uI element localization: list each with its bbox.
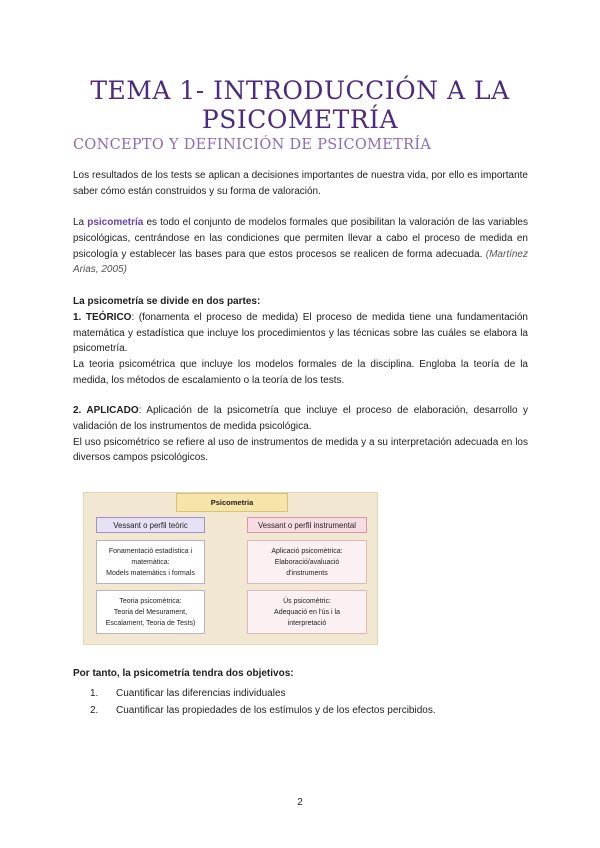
definition-text: es todo el conjunto de modelos formales que posibilitan la valoración de las variables psicológicas, centrándose en las condiciones que permiten llevar a cabo el proceso de medida en psicología y establecer las bases para que estos procesos se realicen de forma adecuada. xyxy=(73,217,528,260)
left-box2-line3: Escalament, Teoria de Tests) xyxy=(105,619,196,627)
left-box-statistical xyxy=(96,540,205,584)
left-box1-line1: Fonamentació estadística i xyxy=(108,547,193,555)
section-subtitle: CONCEPTO Y DEFINICIÓN DE PSICOMETRÍA xyxy=(73,137,432,153)
aplicado-label: 2. APLICADO xyxy=(73,405,139,416)
definition-paragraph xyxy=(73,215,528,278)
left-box2-line2: Teoria del Mesurament, xyxy=(113,608,188,616)
right-box-usage xyxy=(247,590,367,634)
right-box1-line1: Aplicació psicomètrica: xyxy=(271,547,343,555)
objectives-list xyxy=(90,686,436,720)
citation: (Martínez Arias, 2005) xyxy=(73,248,528,276)
left-box1-line2: matemàtica: xyxy=(131,558,170,566)
right-box1-line2: Elaboració/avaluació xyxy=(274,558,340,566)
list-item-number: 1. xyxy=(90,688,99,699)
teorico-label: 1. TEÓRICO xyxy=(73,311,132,323)
left-perspective-head: Vessant o perfil teòric xyxy=(96,517,205,533)
left-box-theory xyxy=(96,590,205,634)
aplicado-text: : Aplicación de la psicometría que incluye el proceso de elaboración, desarrollo y validación de los instrumentos de medida psicológica. xyxy=(73,405,529,432)
parts-heading: La psicometría se divide en dos partes: xyxy=(73,296,261,307)
left-box1-line3: Models matemàtics i formals xyxy=(106,569,195,577)
list-item xyxy=(90,686,436,703)
definition-prefix: La xyxy=(73,217,88,228)
list-item-text: Cuantificar las propiedades de los estímulos y de los efectos percibidos. xyxy=(116,705,436,716)
diagram-header: Psicometria xyxy=(176,493,288,512)
right-box2-line3: interpretació xyxy=(287,619,327,627)
right-box2-line2: Adequació en l'ús i la xyxy=(274,608,340,616)
right-box2-line1: Ús psicomètric: xyxy=(283,597,331,605)
page-title: TEMA 1- INTRODUCCIÓN A LA PSICOMETRÍA xyxy=(90,76,510,134)
aplicado-block xyxy=(73,403,528,466)
teorico-text: : (fonamenta el proceso de medida) El proceso de medida tiene una fundamentación matemática y estadística que incluye los procedimientos y las técnicas sobre las cuáles se elabora la psicometría. xyxy=(73,311,528,355)
intro-paragraph: Los resultados de los tests se aplican a decisiones importantes de nuestra vida, por ello es importante saber cómo están construidos y su forma de valoración. xyxy=(73,170,528,197)
right-box1-line3: d'instruments xyxy=(286,569,328,577)
page-number: 2 xyxy=(297,797,303,808)
objectives-heading: Por tanto, la psicometría tendra dos objetivos: xyxy=(73,668,294,679)
list-item-text: Cuantificar las diferencias individuales xyxy=(116,688,286,699)
left-box2-line1: Teoria psicomètrica: xyxy=(119,597,182,605)
psychometrics-diagram xyxy=(83,492,378,645)
right-perspective-head: Vessant o perfil instrumental xyxy=(247,517,367,533)
right-box-application xyxy=(247,540,367,584)
aplicado-extra: El uso psicométrico se refiere al uso de instrumentos de medida y a su interpretación adecuada en los diversos campos psicológicos. xyxy=(73,436,528,464)
teorico-extra: La teoria psicométrica que incluye los modelos formales de la disciplina. Engloba la teoría de la medida, los métodos de escalamiento o la teoría de los tests. xyxy=(73,359,528,386)
parts-block xyxy=(73,294,528,389)
list-item-number: 2. xyxy=(90,705,99,716)
definition-term: psicometría xyxy=(87,217,144,228)
list-item xyxy=(90,703,436,720)
